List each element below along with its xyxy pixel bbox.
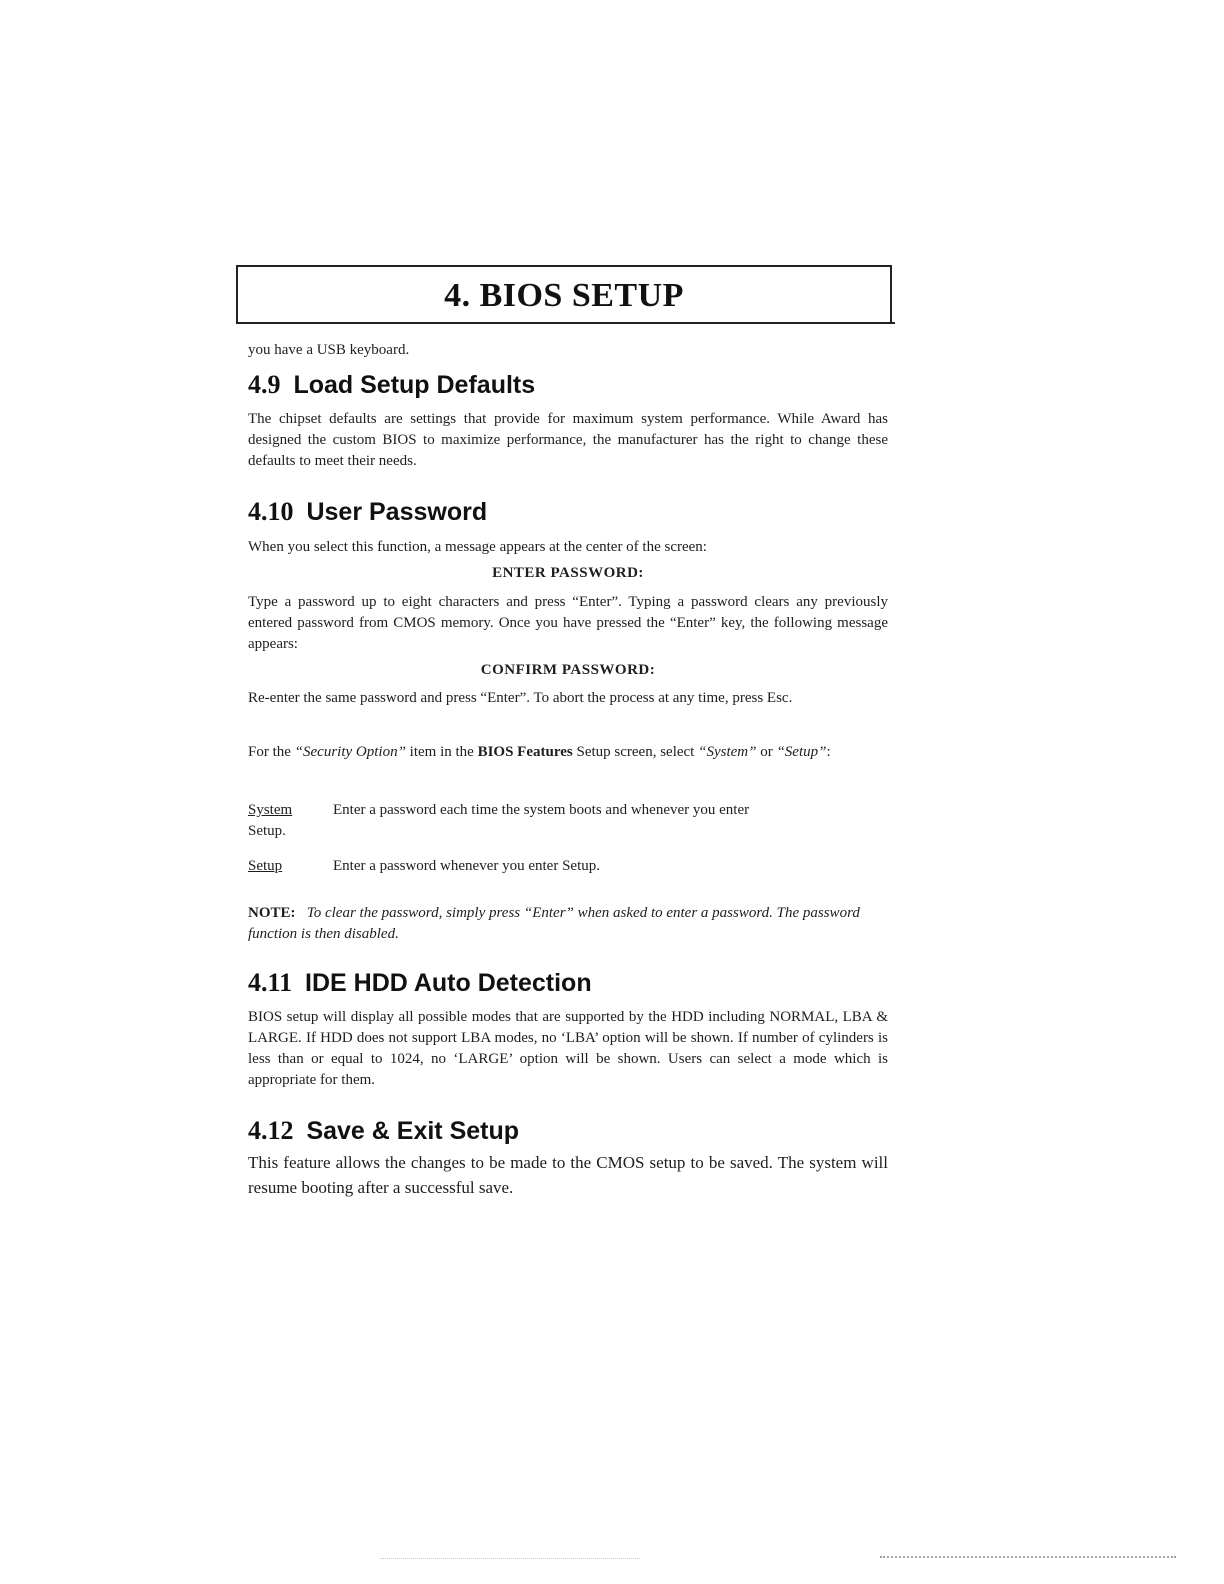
user-password-intro: When you select this function, a message appears at the center of the screen: xyxy=(248,539,707,555)
chapter-rule-right xyxy=(890,265,892,324)
setup-term: “Setup” xyxy=(776,744,827,760)
user-password-paragraph-3: Re-enter the same password and press “Enter”. To abort the process at any time, press Esc. xyxy=(248,690,793,706)
option-label-system: System xyxy=(248,802,293,818)
section-heading-user-password xyxy=(248,497,487,527)
scan-artifact-line xyxy=(380,1558,640,1561)
option-desc-setup: Enter a password whenever you enter Setup. xyxy=(333,858,600,874)
text-run: or xyxy=(756,744,777,760)
text-run: For the xyxy=(248,744,295,760)
load-defaults-body: The chipset defaults are settings that provide for maximum system performance. While Award has designed the custom BIOS to maximize performance, the manufacturer has the right to change these defaults to meet their needs. xyxy=(248,411,888,469)
text-run: item in the xyxy=(405,744,478,760)
section-title: Save & Exit Setup xyxy=(306,1117,520,1145)
section-title: User Password xyxy=(306,498,488,526)
section-heading-save-exit xyxy=(248,1116,519,1146)
option-row-system xyxy=(248,800,888,842)
intro-text: you have a USB keyboard. xyxy=(248,342,410,358)
option-desc-system: Enter a password each time the system boots and whenever you enter xyxy=(333,802,750,818)
option-desc-system-cont: Setup. xyxy=(248,823,286,839)
section-heading-ide-hdd xyxy=(248,968,592,998)
chapter-header-box xyxy=(236,265,892,322)
confirm-password-prompt: CONFIRM PASSWORD: xyxy=(480,662,656,678)
note-paragraph xyxy=(248,903,888,945)
section-title: IDE HDD Auto Detection xyxy=(305,969,592,997)
note-text: To clear the password, simply press “Enter” when asked to enter a password. The password function is then disabled. xyxy=(248,905,860,942)
scan-artifact-line xyxy=(880,1556,1176,1560)
save-exit-body: This feature allows the changes to be made to the CMOS setup to be saved. The system will resume booting after a successful save. xyxy=(248,1153,888,1197)
enter-password-prompt: ENTER PASSWORD: xyxy=(492,565,644,581)
bios-features-term: BIOS Features xyxy=(477,744,573,760)
section-number: 4.9 xyxy=(248,370,281,399)
option-label-setup: Setup xyxy=(248,858,283,874)
text-run: Setup screen, select xyxy=(572,744,699,760)
security-option-term: “Security Option” xyxy=(294,744,406,760)
section-number: 4.12 xyxy=(248,1116,294,1145)
chapter-title: 4. BIOS SETUP xyxy=(444,277,684,314)
ide-hdd-body: BIOS setup will display all possible modes that are supported by the HDD including NORMAL, LBA & LARGE. If HDD does not support LBA modes, no ‘LBA’ option will be shown. If number of cylinders is less than or equal to 1024, no ‘LARGE’ option will be shown. Users can select a mode which is appropriate for them. xyxy=(248,1009,888,1088)
chapter-rule xyxy=(236,322,895,324)
system-term: “System” xyxy=(698,744,757,760)
option-row-setup xyxy=(248,856,888,877)
section-number: 4.11 xyxy=(248,968,293,997)
text-run: : xyxy=(826,744,831,760)
section-heading-load-defaults xyxy=(248,370,535,400)
security-option-paragraph xyxy=(248,742,888,763)
user-password-paragraph-2: Type a password up to eight characters and press “Enter”. Typing a password clears any previously entered password from CMOS memory. Once you have pressed the “Enter” key, the following message appears: xyxy=(248,594,888,652)
section-title: Load Setup Defaults xyxy=(293,371,536,399)
note-label: NOTE: xyxy=(248,905,296,921)
section-number: 4.10 xyxy=(248,497,294,526)
